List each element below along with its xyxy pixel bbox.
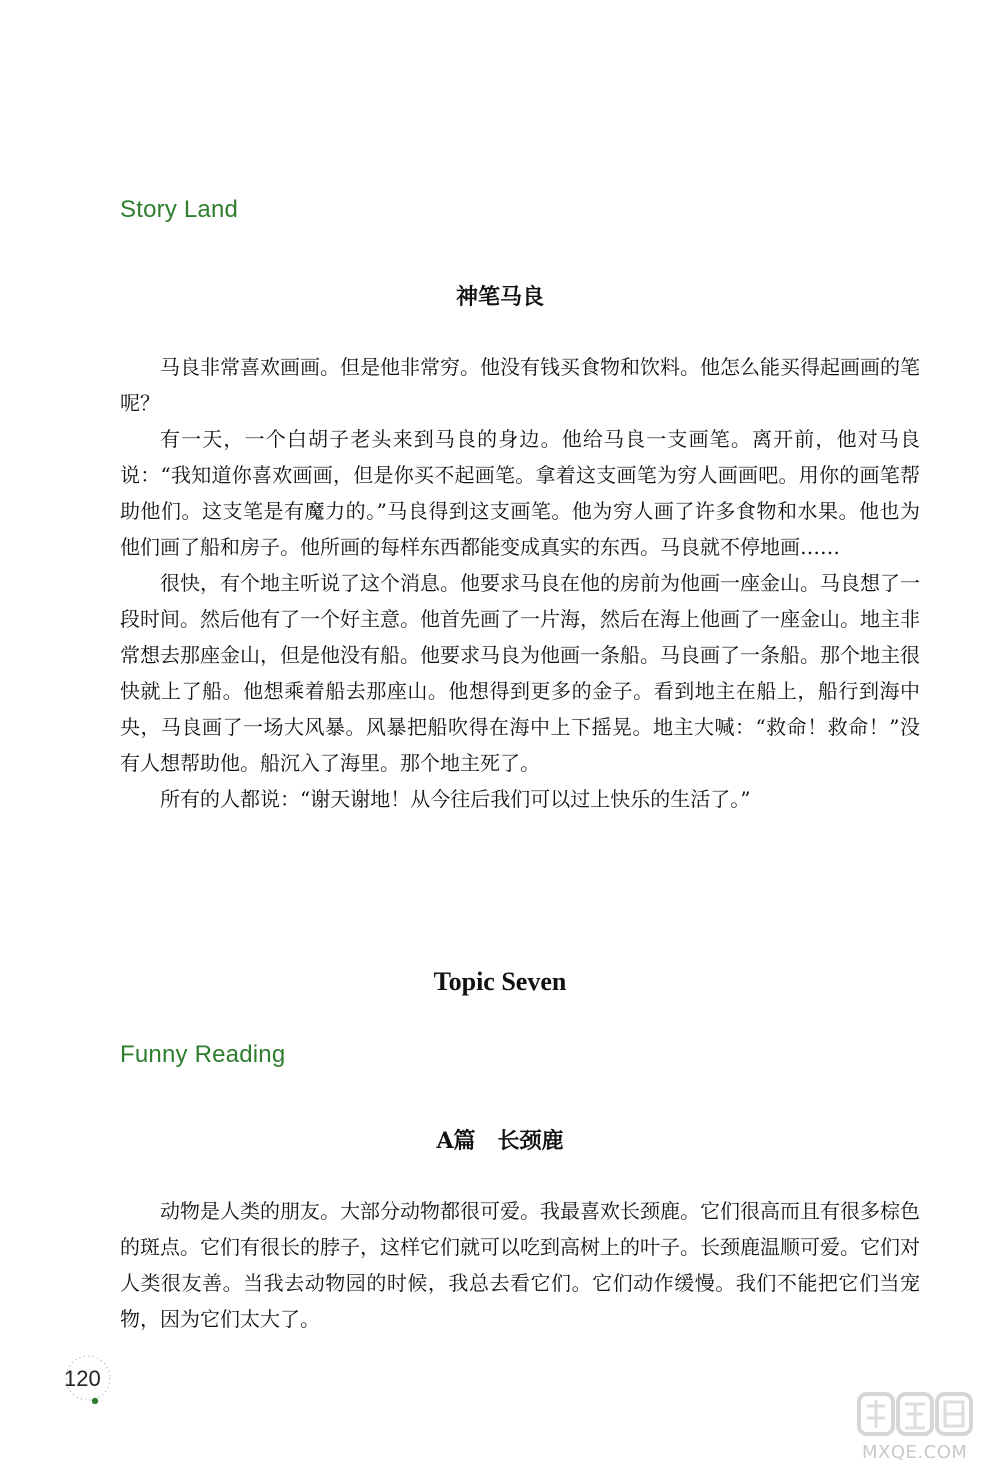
reading-a-article xyxy=(120,1193,920,1337)
story-paragraph-1: 马良非常喜欢画画。但是他非常穷。他没有钱买食物和饮料。他怎么能买得起画画的笔呢？ xyxy=(120,355,920,415)
story-paragraph-4: 所有的人都说：“谢天谢地！从今往后我们可以过上快乐的生活了。” xyxy=(160,787,751,811)
story-paragraph-3: 很快，有个地主听说了这个消息。他要求马良在他的房前为他画一座金山。马良想了一段时间。然后他有了一个好主意。他首先画了一片海，然后在海上他画了一座金山。地主非常想去那座金山，但是他没有船。他要求马良为他画一条船。马良画了一条船。那个地主很快就上了船。他想乘着船去那座山。他想得到更多的金子。看到地主在船上，船行到海中央，马良画了一场大风暴。风暴把船吹得在海中上下摇晃。地主大喊：“救命！救命！”没有人想帮助他。船沉入了海里。那个地主死了。 xyxy=(120,571,920,775)
reading-a-paragraph-1: 动物是人类的朋友。大部分动物都很可爱。我最喜欢长颈鹿。它们很高而且有很多棕色的斑点。它们有很长的脖子，这样它们就可以吃到高树上的叶子。长颈鹿温顺可爱。它们对人类很友善。当我去动物园的时候，我总去看它们。它们动作缓慢。我们不能把它们当宠物，因为它们太大了。 xyxy=(120,1199,920,1331)
watermark-text: MXQE.COM xyxy=(862,1442,968,1463)
story-paragraph-2: 有一天，一个白胡子老头来到马良的身边。他给马良一支画笔。离开前，他对马良说：“我知道你喜欢画画，但是你买不起画笔。拿着这支画笔为穷人画画吧。用你的画笔帮助他们。这支笔是有魔力的。”马良得到这支画笔。他为穷人画了许多食物和水果。他也为他们画了船和房子。他所画的每样东西都能变成真实的东西。马良就不停地画…… xyxy=(120,427,920,559)
page-number-dot xyxy=(92,1398,98,1404)
funny-reading-label: Funny Reading xyxy=(120,1041,286,1068)
story-article xyxy=(120,349,920,817)
page-number: 120 xyxy=(64,1366,101,1391)
reading-a-title: A篇 长颈鹿 xyxy=(436,1128,564,1154)
story-title: 神笔马良 xyxy=(455,284,544,310)
story-land-label: Story Land xyxy=(120,196,239,223)
topic-title: Topic Seven xyxy=(433,967,567,996)
